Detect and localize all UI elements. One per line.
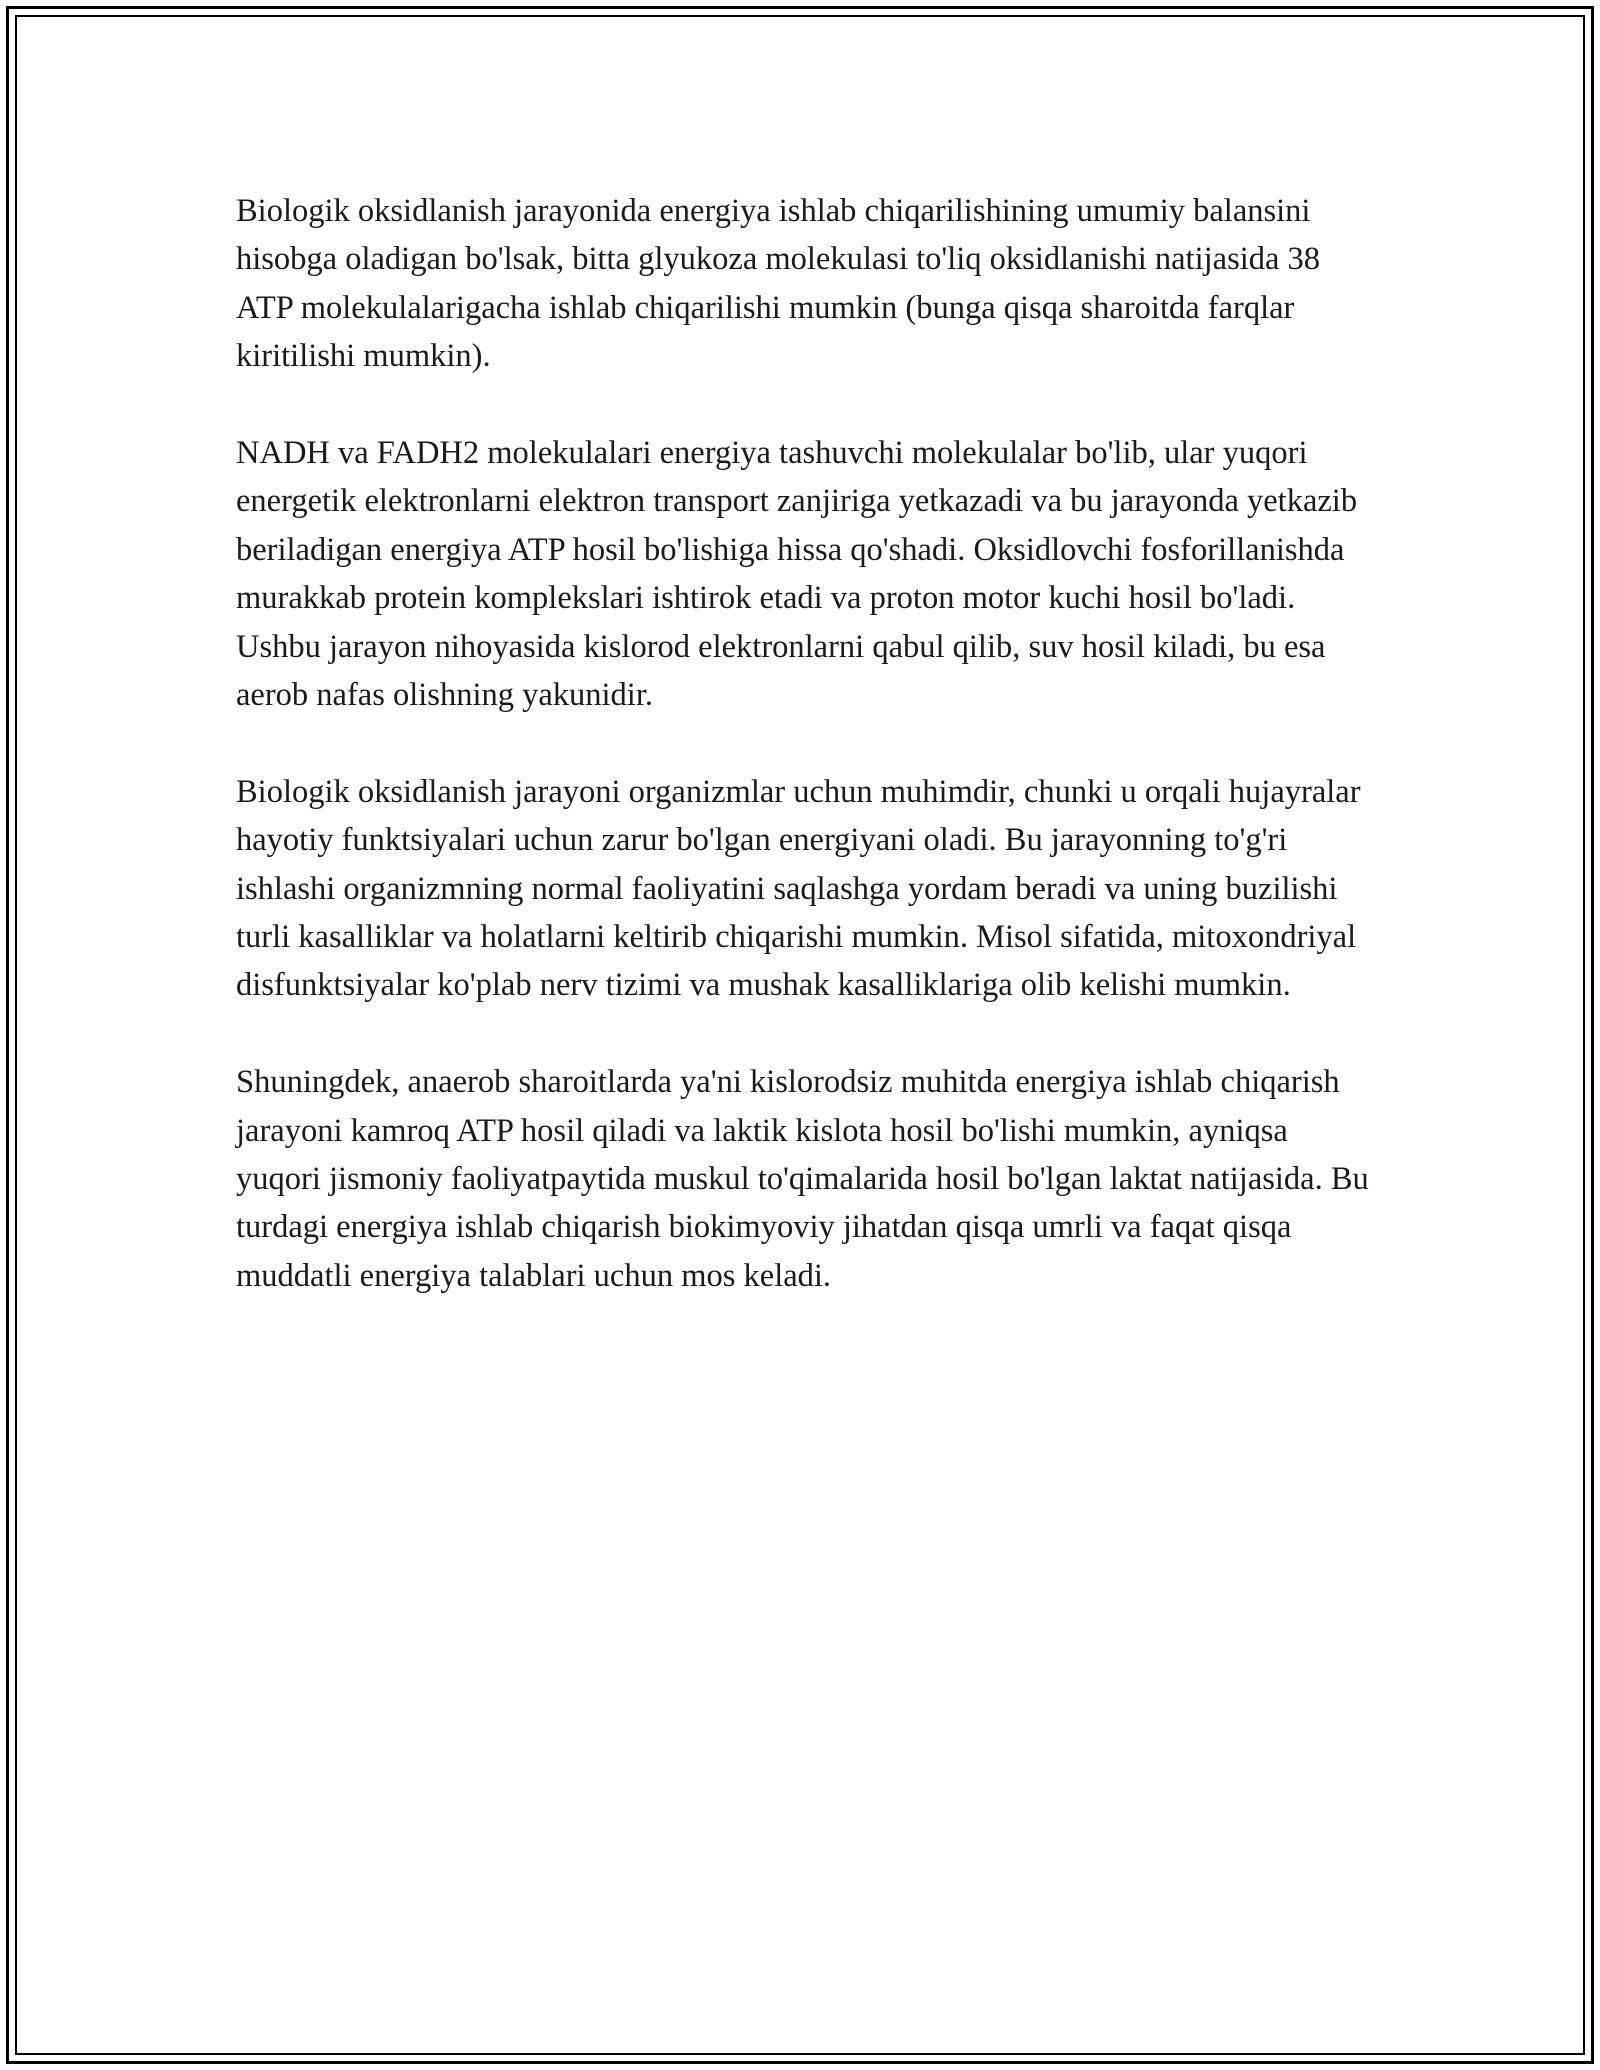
paragraph-electron-transport: NADH va FADH2 molekulalari energiya tashuvchi molekulalar bo'lib, ular yuqori energetik elektronlarni elektron transport zanjiriga yetkazadi va bu jarayonda yetkazib beriladigan energiya ATP hosil bo'lishiga hissa qo'shadi. Oksidlovchi fosforillanishda murakkab protein komplekslari ishtirok etadi va proton motor kuchi hosil bo'ladi. Ushbu jarayon nihoyasida kislorod elektronlarni qabul qilib, suv hosil kiladi, bu esa aerob nafas olishning yakunidir. bbox=[236, 435, 1358, 714]
paragraph-importance: Biologik oksidlanish jarayoni organizmlar uchun muhimdir, chunki u orqali hujayralar hayotiy funktsiyalari uchun zarur bo'lgan energiyani oladi. Bu jarayonning to'g'ri ishlashi organizmning normal faoliyatini saqlashga yordam beradi va uning buzilishi turli kasalliklar va holatlarni keltirib chiqarishi mumkin. Misol sifatida, mitoxondriyal disfunktsiyalar ko'plab nerv tizimi va mushak kasalliklariga olib kelishi mumkin. bbox=[236, 773, 1361, 1004]
paragraph-energy-balance: Biologik oksidlanish jarayonida energiya ishlab chiqarilishining umumiy balansini hisobga oladigan bo'lsak, bitta glyukoza molekulasi to'liq oksidlanishi natijasida 38 ATP molekulalarigacha ishlab chiqarilishi mumkin (bunga qisqa sharoitda farqlar kiritilishi mumkin). bbox=[236, 193, 1321, 375]
paragraph-anaerobic: Shuningdek, anaerob sharoitlarda ya'ni kislorodsiz muhitda energiya ishlab chiqarish jarayoni kamroq ATP hosil qiladi va laktik kislota hosil bo'lishi mumkin, ayniqsa yuqori jismoniy faoliyatpaytida muskul to'qimalarida hosil bo'lgan laktat natijasida. Bu turdagi energiya ishlab chiqarish biokimyoviy jihatdan qisqa umrli va faqat qisqa muddatli energiya talablari uchun mos keladi. bbox=[236, 1064, 1369, 1294]
document-body bbox=[236, 187, 1376, 1300]
